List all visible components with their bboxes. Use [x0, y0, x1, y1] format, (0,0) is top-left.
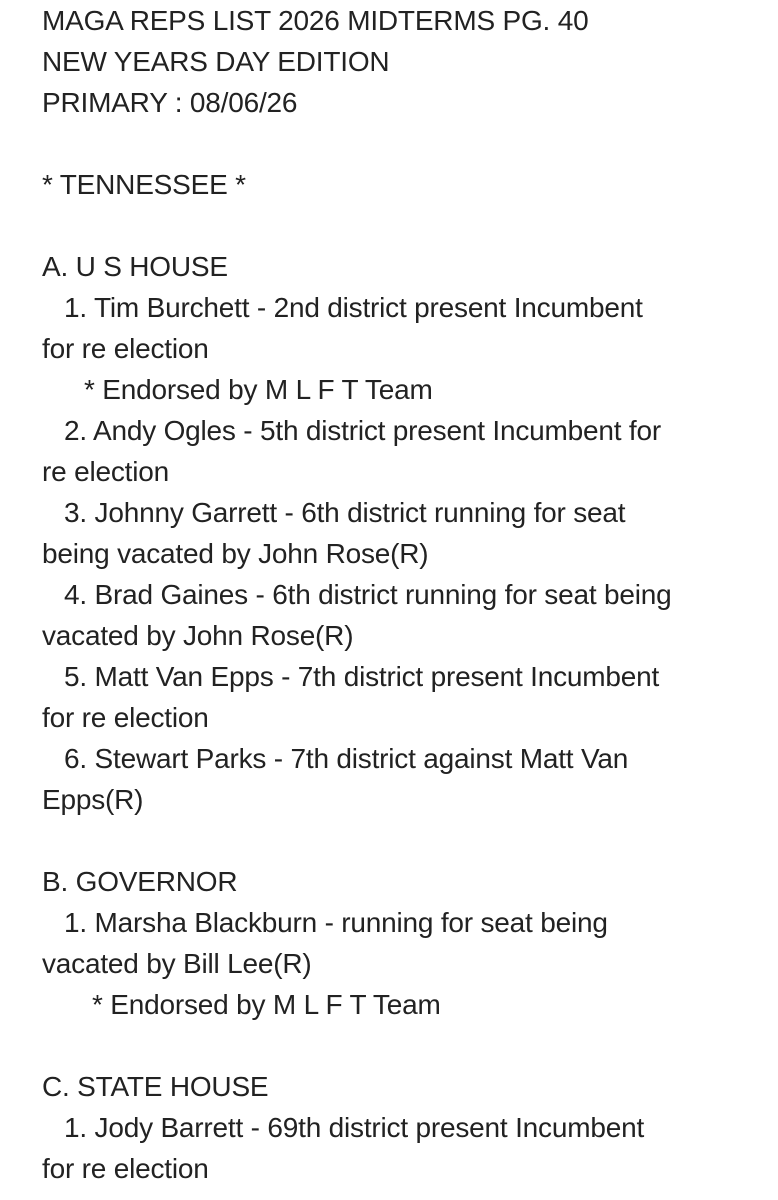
- section-title-us-house: A. U S HOUSE: [42, 251, 228, 282]
- entry-line: 6. Stewart Parks - 7th district against Matt Van: [64, 743, 629, 774]
- entry-line: 4. Brad Gaines - 6th district running for seat being: [64, 579, 672, 610]
- section-title-state-house: C. STATE HOUSE: [42, 1071, 269, 1102]
- endorsement-note: * Endorsed by M L F T Team: [84, 374, 433, 405]
- entry-line: 1. Tim Burchett - 2nd district present Incumbent: [64, 292, 643, 323]
- spacer: [42, 1025, 772, 1066]
- entry-line-cont: for re election: [42, 333, 209, 364]
- entry-line-cont: Epps(R): [42, 784, 144, 815]
- spacer: [42, 205, 772, 246]
- section-title-governor: B. GOVERNOR: [42, 866, 238, 897]
- state-heading: * TENNESSEE *: [42, 169, 246, 200]
- entry-line: 1. Jody Barrett - 69th district present Incumbent: [64, 1112, 645, 1143]
- entry-line-cont: vacated by John Rose(R): [42, 620, 354, 651]
- entry-line: 3. Johnny Garrett - 6th district running for seat: [64, 497, 626, 528]
- header-primary-date: PRIMARY : 08/06/26: [42, 87, 298, 118]
- endorsement-note: * Endorsed by M L F T Team: [92, 989, 441, 1020]
- document-body: [42, 0, 772, 1189]
- entry-line: 5. Matt Van Epps - 7th district present Incumbent: [64, 661, 660, 692]
- spacer: [42, 820, 772, 861]
- header-edition: NEW YEARS DAY EDITION: [42, 46, 390, 77]
- entry-line-cont: vacated by Bill Lee(R): [42, 948, 312, 979]
- entry-line: 2. Andy Ogles - 5th district present Incumbent for: [64, 415, 661, 446]
- entry-line-cont: for re election: [42, 702, 209, 733]
- entry-line-cont: re election: [42, 456, 169, 487]
- spacer: [42, 123, 772, 164]
- entry-line-cont: being vacated by John Rose(R): [42, 538, 429, 569]
- header-title: MAGA REPS LIST 2026 MIDTERMS PG. 40: [42, 5, 589, 36]
- entry-line-cont: for re election: [42, 1153, 209, 1184]
- entry-line: 1. Marsha Blackburn - running for seat being: [64, 907, 608, 938]
